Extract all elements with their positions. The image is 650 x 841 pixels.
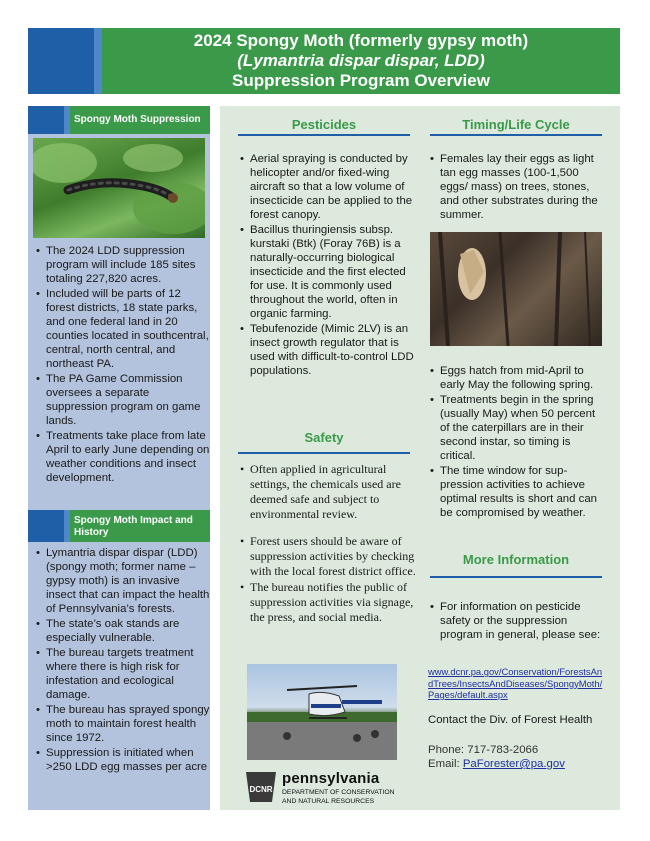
list-item: • Suppression is initiated when >250 LDD egg masses per acre (34, 746, 210, 774)
helicopter-photo (247, 664, 397, 760)
safety-heading: Safety (304, 430, 344, 445)
caterpillar-illustration (33, 138, 205, 238)
logo-department (282, 789, 395, 806)
page-subtitle: Suppression Program Overview (232, 71, 490, 90)
egg-mass-photo (430, 232, 602, 346)
page-subtitle-latin: (Lymantria dispar dispar, LDD) (237, 51, 485, 70)
pesticides-bullet-list (240, 152, 418, 379)
list-item: • Forest users should be aware of suppression activities by checking with the local forest district office. (240, 534, 418, 579)
section-tab-suppression (28, 106, 210, 134)
list-item: • The state’s oak stands are especially vulnerable. (34, 617, 210, 645)
header-accent-stripe (94, 28, 102, 94)
caterpillar-photo (33, 138, 205, 238)
list-item: • The 2024 LDD suppression program will include 185 sites totaling 227,820 acres. (34, 244, 210, 286)
list-item: • The time window for sup-pression activities to achieve optimal results is short and can be compromised by weather. (428, 464, 604, 520)
list-item: • Treatments begin in the spring (usually May) when 50 percent of the caterpillars are in their second instar, so timing is critical. (428, 393, 604, 463)
more-info-rule (430, 576, 602, 578)
dcnr-logo (244, 770, 414, 810)
logo-mark-text: DCNR (249, 785, 273, 794)
more-info-heading: More Information (462, 552, 570, 567)
logo-dept-line2: AND NATURAL RESOURCES (282, 797, 375, 805)
page-title: 2024 Spongy Moth (formerly gypsy moth) (193, 31, 529, 50)
egg-mass-illustration (430, 232, 602, 346)
safety-bullet-list (240, 462, 418, 626)
list-item: • Included will be parts of 12 forest districts, 18 state parks, and one federal land in 20 counties located in southcentral, central, north central, and northeast PA. (34, 287, 210, 371)
suppression-bullet-list (34, 244, 210, 486)
pesticides-rule (238, 134, 410, 136)
list-item: • The bureau notifies the public of suppression activities via signage, the press, and social media. (240, 580, 418, 625)
timing-rule (430, 134, 602, 136)
safety-rule (238, 452, 410, 454)
logo-dept-line1: DEPARTMENT OF CONSERVATION (282, 789, 395, 796)
email-label: Email: (428, 758, 463, 770)
list-item: • Females lay their eggs as light tan egg masses (100-1,500 eggs/ mass) on trees, stones, and other substrates during the summer. (428, 152, 604, 222)
list-item: • Treatments take place from late April to early June depending on weather conditions and insect development. (34, 429, 210, 485)
list-item: • Aerial spraying is conducted by helicopter and/or fixed-wing aircraft so that a low volume of insecticide can be applied to the forest canopy. (240, 152, 418, 222)
tab-accent (28, 106, 64, 134)
phone-number: 717-783-2066 (467, 744, 539, 756)
logo-wordmark: pennsylvania (282, 770, 380, 787)
list-item: • The bureau has sprayed spongy moth to maintain forest health since 1972. (34, 703, 210, 745)
header-banner (102, 28, 620, 94)
timing-bullet-list-1 (428, 152, 604, 223)
email-line (428, 758, 565, 770)
impact-bullet-list (34, 546, 210, 775)
section-heading-suppression: Spongy Moth Suppression (70, 106, 210, 134)
section-tab-impact (28, 510, 210, 542)
list-item: • Often applied in agricultural settings, the chemicals used are deemed safe and subject to environmental review. (240, 462, 418, 522)
dcnr-website-link[interactable]: www.dcnr.pa.gov/Conservation/ForestsAndTrees/InsectsAndDiseases/SpongyMoth/Pages/default.aspx (428, 666, 603, 700)
list-item: • The bureau targets treatment where there is high risk for infestation and ecological damage. (34, 646, 210, 702)
list-item: • The PA Game Commission oversees a separate suppression program on game lands. (34, 372, 210, 428)
pesticides-heading: Pesticides (291, 117, 357, 132)
helicopter-illustration (247, 664, 397, 760)
phone-label: Phone: (428, 744, 468, 756)
timing-heading: Timing/Life Cycle (462, 117, 570, 132)
list-item: • For information on pesticide safety or the suppression program in general, please see: (428, 600, 604, 642)
phone-line (428, 744, 538, 756)
list-item: • Eggs hatch from mid-April to early May the following spring. (428, 364, 604, 392)
timing-bullet-list-2 (428, 364, 604, 521)
email-link[interactable]: PaForester@pa.gov (462, 758, 565, 770)
list-item: • Bacillus thuringiensis subsp. kurstaki (Btk) (Foray 76B) is a naturally-occurring biological insecticide and the first elected for use. It is commonly used throughout the world, often in organic farming. (240, 223, 418, 321)
contact-text: Contact the Div. of Forest Health (428, 714, 593, 726)
list-item: • Lymantria dispar dispar (LDD) (spongy moth; former name – gypsy moth) is an invasive insect that can impact the health of Pennsylvania’s forests. (34, 546, 210, 616)
header-accent-block (28, 28, 94, 94)
tab-accent (28, 510, 64, 542)
keystone-icon (244, 770, 278, 804)
more-info-bullet-list (428, 600, 604, 643)
section-heading-impact: Spongy Moth Impact and History (70, 510, 210, 542)
list-item: • Tebufenozide (Mimic 2LV) is an insect growth regulator that is used with difficult-to-control LDD populations. (240, 322, 418, 378)
